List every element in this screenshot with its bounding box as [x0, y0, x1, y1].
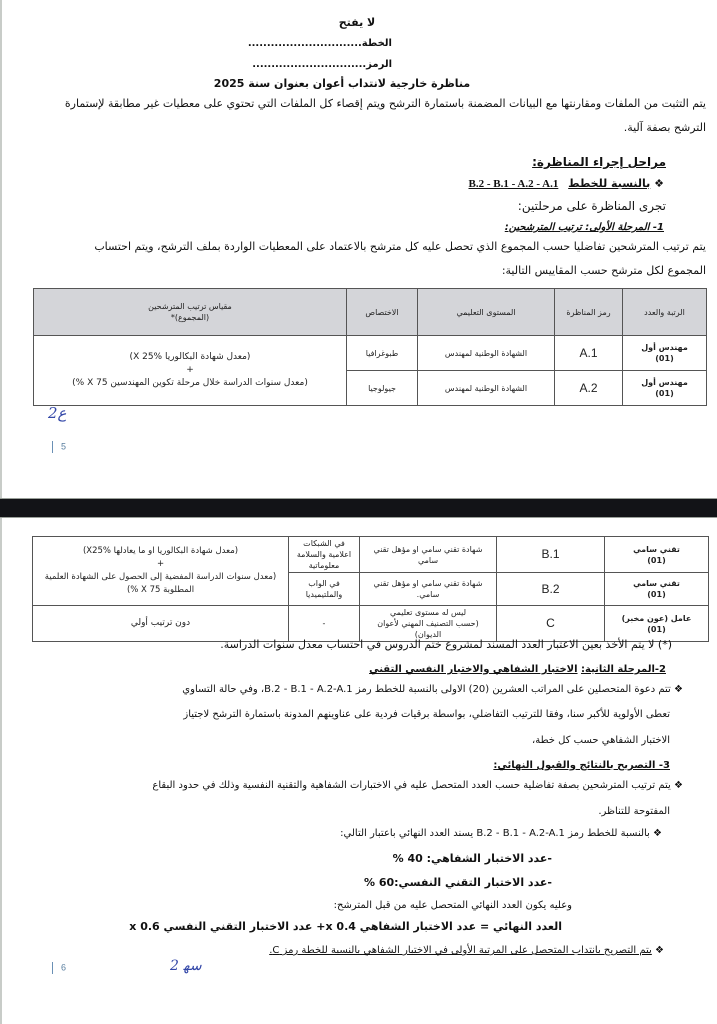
- specialty-cell: جيولوجيا: [347, 371, 418, 406]
- rank-label: تقني سامي: [633, 544, 680, 554]
- do-not-open-label: لا يفتح: [338, 16, 376, 29]
- stage3-bullet3-text: يتم التصريح بانتداب المتحصل على المرتبة الأولى في الاختبار الشفاهي بالنسبة للخطة رمز C.: [269, 945, 652, 956]
- level-cell: شهادة تقني سامي او مؤهل تقني سامي.: [360, 573, 497, 606]
- plans-bullet-label: بالنسبة للخطط: [568, 177, 651, 190]
- rank-cell: [605, 573, 709, 606]
- intro-line-1: يتم التثبت من الملفات ومقارنتها مع البيانات المضمنة باستمارة الترشح ويتم إقصاء كل الملفات التي تحتوي على معطيات غير مطابقة لإستمارة: [64, 97, 706, 110]
- stage2-prefix: 2-المرحلة الثانية:: [581, 664, 666, 675]
- handwritten-initials: ﻉ2: [48, 404, 67, 422]
- table-row: [34, 336, 707, 371]
- level-cell: الشهادة الوطنية لمهندس: [418, 371, 555, 406]
- final-score-formula: العدد النهائي = عدد الاختبار الشفاهي x 0.4+ عدد الاختبار التقني النفسي x 0.6: [129, 920, 562, 933]
- rank-cell: [623, 336, 707, 371]
- level-line1: ليس له مستوى تعليمي: [389, 608, 467, 617]
- code-cell: A.2: [555, 371, 623, 406]
- plans-bullet: [382, 177, 664, 190]
- stage3-bullet1-text: يتم ترتيب المترشحين بصفة تفاضلية حسب العدد المتحصل عليه في الاختبارات الشفاهية والتقنية النفسية وذلك في حدود البقاع: [152, 780, 671, 791]
- table-header-row: [34, 289, 707, 336]
- code-cell: B.2: [497, 573, 605, 606]
- code-cell: A.1: [555, 336, 623, 371]
- specialty-cell: -: [289, 606, 360, 642]
- criteria-line2: (معدل سنوات الدراسة المفضية إلى الحصول على الشهادة العلمية المطلوبة X 75 %): [44, 572, 277, 595]
- criteria-line2: (معدل سنوات الدراسة خلال مرحلة تكوين المهندسين X 75 %): [72, 378, 308, 388]
- document-page-5: [0, 0, 717, 498]
- criteria-cell: دون ترتيب أولي: [33, 606, 289, 642]
- diamond-bullet-icon: ❖: [674, 780, 683, 791]
- rank-cell: [605, 537, 709, 573]
- stage2-bullet-line-3: الاختبار الشفاهي حسب كل خطة،: [532, 735, 670, 746]
- plan-field: الخطة..............................: [247, 38, 392, 49]
- stage3-bullet2-text: بالنسبة للخطط رمز B.2 - B.1 - A.2-A.1 يسند العدد النهائي باعتبار التالي:: [340, 828, 650, 839]
- rank-label: مهندس أول: [641, 378, 688, 387]
- stage2-bullet-line-2: تعطى الأولوية للأكبر سنا، وفقا للترتيب التفاضلي، بواسطة برقيات فردية على عناوينهم المدونة باستمارة الترشح لاجتياز: [183, 709, 670, 720]
- criteria-line1: (معدل شهادة البكالوريا X 25%): [129, 352, 251, 362]
- plans-bullet-codes: B.2 - B.1 - A.2 - A.1: [468, 178, 559, 190]
- stage1-line-1: يتم ترتيب المترشحين تفاضليا حسب المجموع الذي تحصل عليه كل مترشح بالاعتماد على المعطيات الواردة بملف الترشح، ويتم احتساب: [94, 240, 706, 253]
- footnote: (*) لا يتم الأخذ بعين الاعتبار العدد المسند لمشروع ختم الدروس في احتساب معدل سنوات الدراسة.: [220, 638, 672, 651]
- rank-cell: [605, 606, 709, 642]
- header-specialty: الاختصاص: [347, 289, 418, 336]
- table-row: [33, 606, 709, 642]
- rank-count: (01): [647, 555, 666, 565]
- criteria-line1: (معدل شهادة البكالوريا او ما يعادلها X25%): [82, 546, 239, 556]
- stage2-bullet-text: تتم دعوة المتحصلين على المراتب العشرين (20) الاولى بالنسبة للخطط رمز B.2 - B.1 - A.2-A.1، وفي حالة التساوي: [182, 684, 671, 695]
- rank-count: (01): [655, 354, 674, 363]
- level-cell: شهادة تقني سامي او مؤهل تقني سامي: [360, 537, 497, 573]
- stage3-bullet2: [122, 828, 662, 839]
- rank-count: (01): [647, 590, 666, 599]
- rank-count: (01): [647, 624, 666, 634]
- criteria-cell: [33, 537, 289, 606]
- stage2-heading: [262, 664, 666, 675]
- header-level: المستوى التعليمي: [418, 289, 555, 336]
- level-cell: الشهادة الوطنية لمهندس: [418, 336, 555, 371]
- stage3-bullet1-line-1: [38, 780, 683, 791]
- stage1-heading: 1- المرحلة الأولى: ترتيب المترشحين:: [504, 222, 664, 233]
- level-cell: [360, 606, 497, 642]
- diamond-bullet-icon: ❖: [654, 177, 664, 190]
- rank-label: تقني سامي: [633, 579, 680, 588]
- rank-count: (01): [655, 389, 674, 398]
- header-criteria-line1: مقياس ترتيب المترشحين: [148, 302, 232, 311]
- header-code: رمز المناظرة: [555, 289, 623, 336]
- rank-cell: [623, 371, 707, 406]
- criteria-table-2: [32, 536, 709, 642]
- level-line2: (حسب التصنيف المهني لأعوان الديوان): [377, 619, 479, 639]
- stage3-heading: 3- التصريح بالنتائج والقبول النهائي:: [493, 760, 670, 771]
- specialty-cell: طبوغرافيا: [347, 336, 418, 371]
- page-number: 5: [52, 441, 66, 453]
- specialty-cell: في الشبكات اعلامية والسلامة معلوماتية: [289, 537, 360, 573]
- header-criteria: [34, 289, 347, 336]
- rank-label: مهندس أول: [641, 343, 688, 352]
- code-field: الرمز..............................: [252, 59, 392, 70]
- diamond-bullet-icon: ❖: [653, 828, 662, 839]
- intro-line-2: الترشح بصفة آلية.: [623, 121, 706, 134]
- criteria-plus: +: [186, 365, 194, 375]
- stage2-title: الاختبار الشفاهي والاختبار النفسي التقني: [369, 664, 578, 675]
- stage1-line-2: المجموع لكل مترشح حسب المقاييس التالية:: [501, 264, 706, 277]
- stage3-bullet3: [172, 945, 664, 956]
- specialty-cell: في الواب والملتيميديا: [289, 573, 360, 606]
- oral-score-weight: -عدد الاختبار الشفاهي: 40 %: [392, 852, 552, 865]
- page-number: 6: [52, 962, 66, 974]
- psych-score-weight: -عدد الاختبار التقني النفسي:60 %: [363, 876, 552, 889]
- page-title: مناظرة خارجية لانتداب أعوان بعنوان سنة 2025: [213, 77, 471, 90]
- stage3-bullet1-line-2: المفتوحة للتناظر.: [598, 806, 670, 817]
- stages-heading: مراحل إجراء المناظرة:: [532, 155, 666, 169]
- code-cell: C: [497, 606, 605, 642]
- criteria-plus: +: [156, 559, 165, 569]
- criteria-table-1: [33, 288, 707, 406]
- diamond-bullet-icon: ❖: [674, 684, 683, 695]
- criteria-cell: [34, 336, 347, 406]
- two-stages-text: تجرى المناظرة على مرحلتين:: [517, 199, 666, 213]
- header-rank: الرتبة والعدد: [623, 289, 707, 336]
- diamond-bullet-icon: ❖: [655, 945, 664, 956]
- rank-label: عامل (عون مخبر): [621, 613, 692, 623]
- code-cell: B.1: [497, 537, 605, 573]
- table-row: [33, 537, 709, 573]
- document-page-6: [0, 518, 717, 1024]
- header-criteria-line2: (المجموع)*: [170, 313, 210, 322]
- handwritten-signature: 2 ﺳﻬ: [170, 958, 202, 974]
- therefore-text: وعليه يكون العدد النهائي المتحصل عليه من قبل المترشح:: [333, 900, 572, 911]
- page-separator: [0, 498, 717, 518]
- stage2-bullet-line-1: [38, 684, 683, 695]
